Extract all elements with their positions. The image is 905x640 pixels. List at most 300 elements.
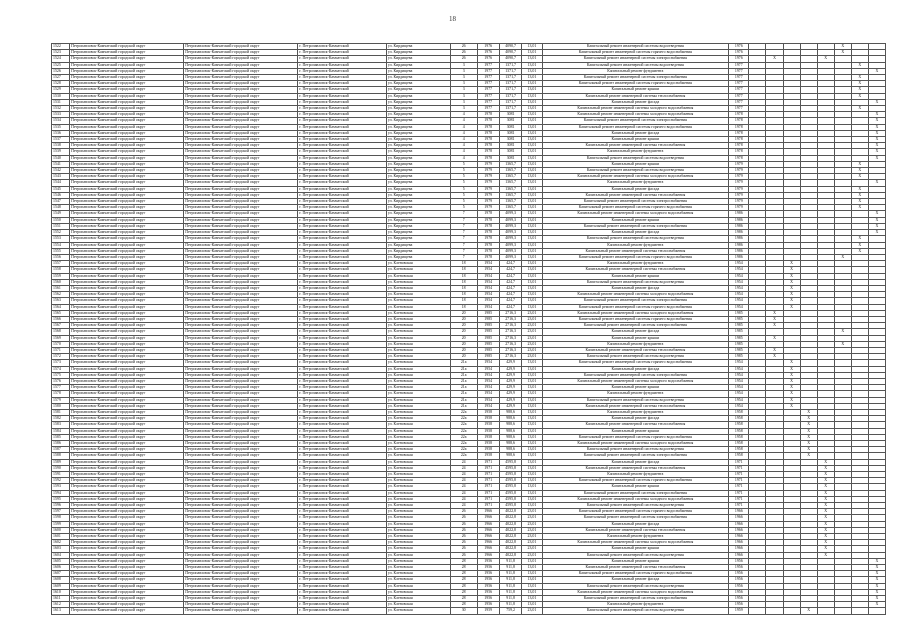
- rate-cell: 13,01: [522, 558, 542, 564]
- area-cell: 424,7: [499, 304, 521, 310]
- year-built-cell: 1966: [477, 552, 499, 558]
- work-type-cell: Капитальный ремонт инженерной системы холодного водоснабжения: [542, 540, 729, 546]
- period-mark-cell: X: [817, 540, 834, 546]
- locality-cell: г. Петропавловск-Камчатский: [298, 87, 387, 93]
- year-built-cell: 1985: [477, 354, 499, 360]
- house-number-cell: 3: [450, 106, 477, 112]
- planned-year-cell: 1978: [729, 112, 749, 118]
- locality-cell: г. Петропавловск-Камчатский: [298, 546, 387, 552]
- year-built-cell: 1985: [477, 323, 499, 329]
- period-mark-cell: [868, 608, 885, 614]
- planned-year-cell: 1971: [729, 472, 749, 478]
- rate-cell: 23,01: [522, 354, 542, 360]
- area-cell: 988,6: [499, 409, 521, 415]
- period-mark-cell: [851, 608, 868, 614]
- year-built-cell: 1954: [477, 372, 499, 378]
- settlement-cell: Петропавловск-Камчатский городской округ: [184, 236, 298, 242]
- house-number-cell: 26: [450, 552, 477, 558]
- year-built-cell: 1979: [477, 205, 499, 211]
- house-number-cell: 3: [450, 93, 477, 99]
- area-cell: 1371,7: [499, 93, 521, 99]
- settlement-cell: Петропавловск-Камчатский городской округ: [184, 565, 298, 571]
- planned-year-cell: 1954: [729, 385, 749, 391]
- area-cell: 3081: [499, 137, 521, 143]
- planned-year-cell: 1979: [729, 168, 749, 174]
- municipality-cell: Петропавловск-Камчатский городской округ: [70, 323, 184, 329]
- street-cell: ул. Кирдищева: [386, 75, 450, 81]
- rate-cell: 13,01: [522, 242, 542, 248]
- year-built-cell: 1971: [477, 478, 499, 484]
- area-cell: 4022,8: [499, 509, 521, 515]
- house-number-cell: 18: [450, 273, 477, 279]
- year-built-cell: 1958: [477, 416, 499, 422]
- period-mark-cell: X: [766, 323, 783, 329]
- area-cell: 988,6: [499, 447, 521, 453]
- row-number: 1556: [52, 254, 70, 260]
- work-type-cell: Капитальный ремонт инженерной системы горячего водоснабжения: [542, 571, 729, 577]
- planned-year-cell: 1978: [729, 149, 749, 155]
- settlement-cell: Петропавловск-Камчатский городской округ: [184, 441, 298, 447]
- row-number: 1549: [52, 211, 70, 217]
- street-cell: ул. Кленовская: [386, 316, 450, 322]
- area-cell: 4022,8: [499, 515, 521, 521]
- work-type-cell: Капитальный ремонт крыши: [542, 558, 729, 564]
- period-mark-cell: X: [868, 583, 885, 589]
- municipality-cell: Петропавловск-Камчатский городской округ: [70, 155, 184, 161]
- planned-year-cell: 1979: [729, 192, 749, 198]
- settlement-cell: Петропавловск-Камчатский городской округ: [184, 459, 298, 465]
- planned-year-cell: 1977: [729, 93, 749, 99]
- row-number: 1534: [52, 118, 70, 124]
- period-mark-cell: X: [800, 447, 817, 453]
- rate-cell: 13,01: [522, 602, 542, 608]
- municipality-cell: Петропавловск-Камчатский городской округ: [70, 267, 184, 273]
- year-built-cell: 1971: [477, 490, 499, 496]
- street-cell: ул. Кленовская: [386, 503, 450, 509]
- area-cell: 424,7: [499, 279, 521, 285]
- row-number: 1576: [52, 378, 70, 384]
- row-number: 1526: [52, 68, 70, 74]
- planned-year-cell: 1958: [729, 434, 749, 440]
- settlement-cell: Петропавловск-Камчатский городской округ: [184, 354, 298, 360]
- planned-year-cell: 1985: [729, 335, 749, 341]
- work-type-cell: Капитальный ремонт инженерной системы электроснабжения: [542, 75, 729, 81]
- year-built-cell: 1978: [477, 124, 499, 130]
- street-cell: ул. Кирдищева: [386, 87, 450, 93]
- row-number: 1580: [52, 403, 70, 409]
- municipality-cell: Петропавловск-Камчатский городской округ: [70, 583, 184, 589]
- period-mark-cell: X: [851, 186, 868, 192]
- house-number-cell: 22а: [450, 434, 477, 440]
- settlement-cell: Петропавловск-Камчатский городской округ: [184, 558, 298, 564]
- year-built-cell: 1978: [477, 143, 499, 149]
- work-type-cell: Капитальный ремонт инженерной системы водоотведения: [542, 397, 729, 403]
- street-cell: ул. Кирдищева: [386, 124, 450, 130]
- municipality-cell: Петропавловск-Камчатский городской округ: [70, 112, 184, 118]
- period-mark-cell: X: [868, 137, 885, 143]
- period-mark-cell: X: [868, 602, 885, 608]
- locality-cell: г. Петропавловск-Камчатский: [298, 558, 387, 564]
- row-number: 1555: [52, 248, 70, 254]
- locality-cell: г. Петропавловск-Камчатский: [298, 273, 387, 279]
- street-cell: ул. Кленовская: [386, 509, 450, 515]
- municipality-cell: Петропавловск-Камчатский городской округ: [70, 465, 184, 471]
- house-number-cell: 21а: [450, 385, 477, 391]
- work-type-cell: Капитальный ремонт инженерной системы горячего водоснабжения: [542, 360, 729, 366]
- work-type-cell: Капитальный ремонт инженерной системы холодного водоснабжения: [542, 174, 729, 180]
- settlement-cell: Петропавловск-Камчатский городской округ: [184, 385, 298, 391]
- house-number-cell: 4: [450, 137, 477, 143]
- year-built-cell: 1956: [477, 589, 499, 595]
- work-type-cell: Капитальный ремонт фундамента: [542, 68, 729, 74]
- locality-cell: г. Петропавловск-Камчатский: [298, 422, 387, 428]
- house-number-cell: 21а: [450, 397, 477, 403]
- work-type-cell: Капитальный ремонт инженерной системы водоотведения: [542, 583, 729, 589]
- house-number-cell: 30: [450, 608, 477, 614]
- year-built-cell: 1976: [477, 56, 499, 62]
- house-number-cell: 3: [450, 99, 477, 105]
- work-type-cell: Капитальный ремонт инженерной системы водоотведения: [542, 236, 729, 242]
- house-number-cell: 5: [450, 199, 477, 205]
- work-type-cell: Капитальный ремонт инженерной системы электроснабжения: [542, 515, 729, 521]
- period-mark-cell: X: [783, 391, 800, 397]
- house-number-cell: 5: [450, 205, 477, 211]
- period-mark-cell: X: [766, 316, 783, 322]
- planned-year-cell: 1956: [729, 589, 749, 595]
- municipality-cell: Петропавловск-Камчатский городской округ: [70, 285, 184, 291]
- street-cell: ул. Кирдищева: [386, 50, 450, 56]
- period-mark-cell: X: [766, 347, 783, 353]
- house-number-cell: 28: [450, 571, 477, 577]
- planned-year-cell: 1986: [729, 236, 749, 242]
- locality-cell: г. Петропавловск-Камчатский: [298, 329, 387, 335]
- locality-cell: г. Петропавловск-Камчатский: [298, 56, 387, 62]
- rate-cell: 13,01: [522, 571, 542, 577]
- rate-cell: 13,01: [522, 589, 542, 595]
- rate-cell: 13,01: [522, 180, 542, 186]
- period-mark-cell: X: [834, 254, 851, 260]
- period-mark-cell: X: [817, 496, 834, 502]
- locality-cell: г. Петропавловск-Камчатский: [298, 459, 387, 465]
- house-number-cell: 5: [450, 161, 477, 167]
- house-number-cell: 26: [450, 540, 477, 546]
- year-built-cell: 1958: [477, 409, 499, 415]
- locality-cell: г. Петропавловск-Камчатский: [298, 434, 387, 440]
- rate-cell: 13,01: [522, 261, 542, 267]
- period-mark-cell: [749, 608, 766, 614]
- settlement-cell: Петропавловск-Камчатский городской округ: [184, 81, 298, 87]
- planned-year-cell: 1971: [729, 490, 749, 496]
- row-number: 1528: [52, 81, 70, 87]
- street-cell: ул. Кирдищева: [386, 143, 450, 149]
- house-number-cell: 22а: [450, 441, 477, 447]
- locality-cell: г. Петропавловск-Камчатский: [298, 316, 387, 322]
- area-cell: 911,8: [499, 596, 521, 602]
- row-number: 1573: [52, 360, 70, 366]
- period-mark-cell: X: [851, 192, 868, 198]
- planned-year-cell: 1956: [729, 565, 749, 571]
- work-type-cell: Капитальный ремонт инженерной системы электроснабжения: [542, 199, 729, 205]
- rate-cell: 13,01: [522, 503, 542, 509]
- area-cell: 2716,3: [499, 316, 521, 322]
- house-number-cell: 21а: [450, 403, 477, 409]
- locality-cell: г. Петропавловск-Камчатский: [298, 496, 387, 502]
- rate-cell: 13,01: [522, 192, 542, 198]
- locality-cell: г. Петропавловск-Камчатский: [298, 366, 387, 372]
- rate-cell: 13,01: [522, 465, 542, 471]
- house-number-cell: 22а: [450, 416, 477, 422]
- locality-cell: г. Петропавловск-Камчатский: [298, 596, 387, 602]
- settlement-cell: Петропавловск-Камчатский городской округ: [184, 56, 298, 62]
- period-mark-cell: X: [868, 571, 885, 577]
- street-cell: ул. Кленовская: [386, 416, 450, 422]
- work-type-cell: Капитальный ремонт инженерной системы горячего водоснабжения: [542, 124, 729, 130]
- house-number-cell: 3: [450, 75, 477, 81]
- rate-cell: 13,01: [522, 205, 542, 211]
- work-type-cell: Капитальный ремонт фундамента: [542, 534, 729, 540]
- rate-cell: 13,01: [522, 472, 542, 478]
- municipality-cell: Петропавловск-Камчатский городской округ: [70, 416, 184, 422]
- area-cell: 1371,7: [499, 62, 521, 68]
- area-cell: 2716,3: [499, 335, 521, 341]
- row-number: 1563: [52, 298, 70, 304]
- period-mark-cell: X: [817, 503, 834, 509]
- row-number: 1523: [52, 50, 70, 56]
- rate-cell: 13,01: [522, 453, 542, 459]
- year-built-cell: 1954: [477, 292, 499, 298]
- settlement-cell: Петропавловск-Камчатский городской округ: [184, 217, 298, 223]
- rate-cell: 13,01: [522, 168, 542, 174]
- street-cell: ул. Кленовская: [386, 292, 450, 298]
- street-cell: ул. Кленовская: [386, 434, 450, 440]
- municipality-cell: Петропавловск-Камчатский городской округ: [70, 217, 184, 223]
- area-cell: 429,9: [499, 378, 521, 384]
- work-type-cell: Капитальный ремонт фасада: [542, 366, 729, 372]
- row-number: 1585: [52, 434, 70, 440]
- planned-year-cell: 1954: [729, 261, 749, 267]
- period-mark-cell: X: [834, 44, 851, 50]
- period-mark-cell: X: [868, 68, 885, 74]
- house-number-cell: 4: [450, 143, 477, 149]
- year-built-cell: 1977: [477, 106, 499, 112]
- planned-year-cell: 1985: [729, 310, 749, 316]
- rate-cell: 13,01: [522, 366, 542, 372]
- work-type-cell: Капитальный ремонт инженерной системы холодного водоснабжения: [542, 310, 729, 316]
- area-cell: 4595,8: [499, 503, 521, 509]
- area-cell: 4595,8: [499, 478, 521, 484]
- work-type-cell: Капитальный ремонт крыши: [542, 161, 729, 167]
- period-mark-cell: X: [817, 552, 834, 558]
- area-cell: 4595,8: [499, 490, 521, 496]
- rate-cell: 13,01: [522, 248, 542, 254]
- municipality-cell: Петропавловск-Камчатский городской округ: [70, 459, 184, 465]
- area-cell: 988,6: [499, 428, 521, 434]
- municipality-cell: Петропавловск-Камчатский городской округ: [70, 310, 184, 316]
- row-number: 1551: [52, 223, 70, 229]
- year-built-cell: 1977: [477, 62, 499, 68]
- area-cell: 1371,7: [499, 99, 521, 105]
- municipality-cell: Петропавловск-Камчатский городской округ: [70, 546, 184, 552]
- period-mark-cell: X: [851, 75, 868, 81]
- period-mark-cell: X: [868, 149, 885, 155]
- rate-cell: 13,01: [522, 409, 542, 415]
- work-type-cell: Капитальный ремонт крыши: [542, 273, 729, 279]
- locality-cell: г. Петропавловск-Камчатский: [298, 106, 387, 112]
- rate-cell: 13,01: [522, 372, 542, 378]
- planned-year-cell: 1956: [729, 571, 749, 577]
- locality-cell: г. Петропавловск-Камчатский: [298, 608, 387, 614]
- period-mark-cell: X: [817, 478, 834, 484]
- work-type-cell: Капитальный ремонт крыши: [542, 385, 729, 391]
- work-type-cell: Капитальный ремонт инженерной системы горячего водоснабжения: [542, 509, 729, 515]
- locality-cell: г. Петропавловск-Камчатский: [298, 298, 387, 304]
- municipality-cell: Петропавловск-Камчатский городской округ: [70, 87, 184, 93]
- house-number-cell: 5: [450, 186, 477, 192]
- year-built-cell: 1971: [477, 459, 499, 465]
- row-number: 1612: [52, 602, 70, 608]
- settlement-cell: Петропавловск-Камчатский городской округ: [184, 571, 298, 577]
- period-mark-cell: X: [800, 441, 817, 447]
- planned-year-cell: 1976: [729, 50, 749, 56]
- settlement-cell: Петропавловск-Камчатский городской округ: [184, 143, 298, 149]
- work-type-cell: Капитальный ремонт крыши: [542, 335, 729, 341]
- year-built-cell: 1978: [477, 254, 499, 260]
- work-type-cell: Капитальный ремонт фасада: [542, 230, 729, 236]
- planned-year-cell: 1971: [729, 465, 749, 471]
- row-number: 1540: [52, 155, 70, 161]
- street-cell: ул. Кирдищева: [386, 230, 450, 236]
- house-number-cell: 18: [450, 285, 477, 291]
- period-mark-cell: X: [783, 292, 800, 298]
- settlement-cell: Петропавловск-Камчатский городской округ: [184, 403, 298, 409]
- area-cell: 1371,7: [499, 68, 521, 74]
- planned-year-cell: 1954: [729, 378, 749, 384]
- year-built-cell: 1956: [477, 602, 499, 608]
- settlement-cell: Петропавловск-Камчатский городской округ: [184, 540, 298, 546]
- street-cell: ул. Кленовская: [386, 360, 450, 366]
- year-built-cell: 1956: [477, 558, 499, 564]
- planned-year-cell: 1979: [729, 174, 749, 180]
- area-cell: 429,9: [499, 385, 521, 391]
- year-built-cell: 1966: [477, 515, 499, 521]
- rate-cell: 13,01: [522, 186, 542, 192]
- rate-cell: 13,01: [522, 285, 542, 291]
- year-built-cell: 1954: [477, 385, 499, 391]
- municipality-cell: Петропавловск-Камчатский городской округ: [70, 50, 184, 56]
- row-number: 1536: [52, 130, 70, 136]
- municipality-cell: Петропавловск-Камчатский городской округ: [70, 261, 184, 267]
- period-mark-cell: X: [783, 366, 800, 372]
- row-number: 1589: [52, 459, 70, 465]
- house-number-cell: 4: [450, 130, 477, 136]
- row-number: 1535: [52, 124, 70, 130]
- house-number-cell: 5: [450, 168, 477, 174]
- settlement-cell: Петропавловск-Камчатский городской округ: [184, 323, 298, 329]
- municipality-cell: Петропавловск-Камчатский городской округ: [70, 161, 184, 167]
- period-mark-cell: X: [783, 261, 800, 267]
- planned-year-cell: 1985: [729, 354, 749, 360]
- settlement-cell: Петропавловск-Камчатский городской округ: [184, 378, 298, 384]
- municipality-cell: Петропавловск-Камчатский городской округ: [70, 279, 184, 285]
- year-built-cell: 1979: [477, 192, 499, 198]
- municipality-cell: Петропавловск-Камчатский городской округ: [70, 565, 184, 571]
- settlement-cell: Петропавловск-Камчатский городской округ: [184, 242, 298, 248]
- settlement-cell: Петропавловск-Камчатский городской округ: [184, 124, 298, 130]
- planned-year-cell: 1958: [729, 416, 749, 422]
- street-cell: ул. Кленовская: [386, 273, 450, 279]
- settlement-cell: Петропавловск-Камчатский городской округ: [184, 149, 298, 155]
- row-number: 1552: [52, 230, 70, 236]
- work-type-cell: Капитальный ремонт фасада: [542, 577, 729, 583]
- municipality-cell: Петропавловск-Камчатский городской округ: [70, 434, 184, 440]
- period-mark-cell: X: [868, 118, 885, 124]
- work-type-cell: Капитальный ремонт инженерной системы горячего водоснабжения: [542, 304, 729, 310]
- row-number: 1577: [52, 385, 70, 391]
- row-number: 1550: [52, 217, 70, 223]
- year-built-cell: 1985: [477, 347, 499, 353]
- municipality-cell: Петропавловск-Камчатский городской округ: [70, 130, 184, 136]
- work-type-cell: Капитальный ремонт инженерной системы водоотведения: [542, 503, 729, 509]
- locality-cell: г. Петропавловск-Камчатский: [298, 521, 387, 527]
- municipality-cell: Петропавловск-Камчатский городской округ: [70, 391, 184, 397]
- municipality-cell: Петропавловск-Камчатский городской округ: [70, 534, 184, 540]
- planned-year-cell: 1966: [729, 509, 749, 515]
- planned-year-cell: 1959: [729, 608, 749, 614]
- settlement-cell: Петропавловск-Камчатский городской округ: [184, 347, 298, 353]
- period-mark-cell: X: [868, 180, 885, 186]
- work-type-cell: Капитальный ремонт инженерной системы водоотведения: [542, 168, 729, 174]
- street-cell: ул. Кленовская: [386, 378, 450, 384]
- settlement-cell: Петропавловск-Камчатский городской округ: [184, 211, 298, 217]
- period-mark-cell: X: [851, 81, 868, 87]
- settlement-cell: Петропавловск-Камчатский городской округ: [184, 608, 298, 614]
- rate-cell: 23,01: [522, 509, 542, 515]
- year-built-cell: 1954: [477, 391, 499, 397]
- rate-cell: 13,01: [522, 447, 542, 453]
- rate-cell: 13,01: [522, 360, 542, 366]
- planned-year-cell: 1986: [729, 242, 749, 248]
- work-type-cell: Капитальный ремонт инженерной системы горячего водоснабжения: [542, 254, 729, 260]
- municipality-cell: Петропавловск-Камчатский городской округ: [70, 149, 184, 155]
- street-cell: ул. Кирдищева: [386, 99, 450, 105]
- planned-year-cell: 1986: [729, 254, 749, 260]
- house-number-cell: 3: [450, 81, 477, 87]
- row-number: 1609: [52, 583, 70, 589]
- year-built-cell: 1978: [477, 149, 499, 155]
- street-cell: ул. Кленовская: [386, 385, 450, 391]
- area-cell: 4022,8: [499, 540, 521, 546]
- rate-cell: 13,01: [522, 428, 542, 434]
- row-number: 1546: [52, 192, 70, 198]
- row-number: 1566: [52, 316, 70, 322]
- house-number-cell: 5: [450, 174, 477, 180]
- settlement-cell: Петропавловск-Камчатский городской округ: [184, 366, 298, 372]
- house-number-cell: 28: [450, 577, 477, 583]
- year-built-cell: 1954: [477, 273, 499, 279]
- locality-cell: г. Петропавловск-Камчатский: [298, 236, 387, 242]
- year-built-cell: 1978: [477, 118, 499, 124]
- municipality-cell: Петропавловск-Камчатский городской округ: [70, 199, 184, 205]
- rate-cell: 13,01: [522, 155, 542, 161]
- period-mark-cell: X: [766, 335, 783, 341]
- street-cell: ул. Кирдищева: [386, 81, 450, 87]
- area-cell: 1365,7: [499, 180, 521, 186]
- street-cell: ул. Кирдищева: [386, 186, 450, 192]
- locality-cell: г. Петропавловск-Камчатский: [298, 81, 387, 87]
- work-type-cell: Капитальный ремонт инженерной системы теплоснабжения: [542, 422, 729, 428]
- period-mark-cell: X: [783, 385, 800, 391]
- row-number: 1581: [52, 409, 70, 415]
